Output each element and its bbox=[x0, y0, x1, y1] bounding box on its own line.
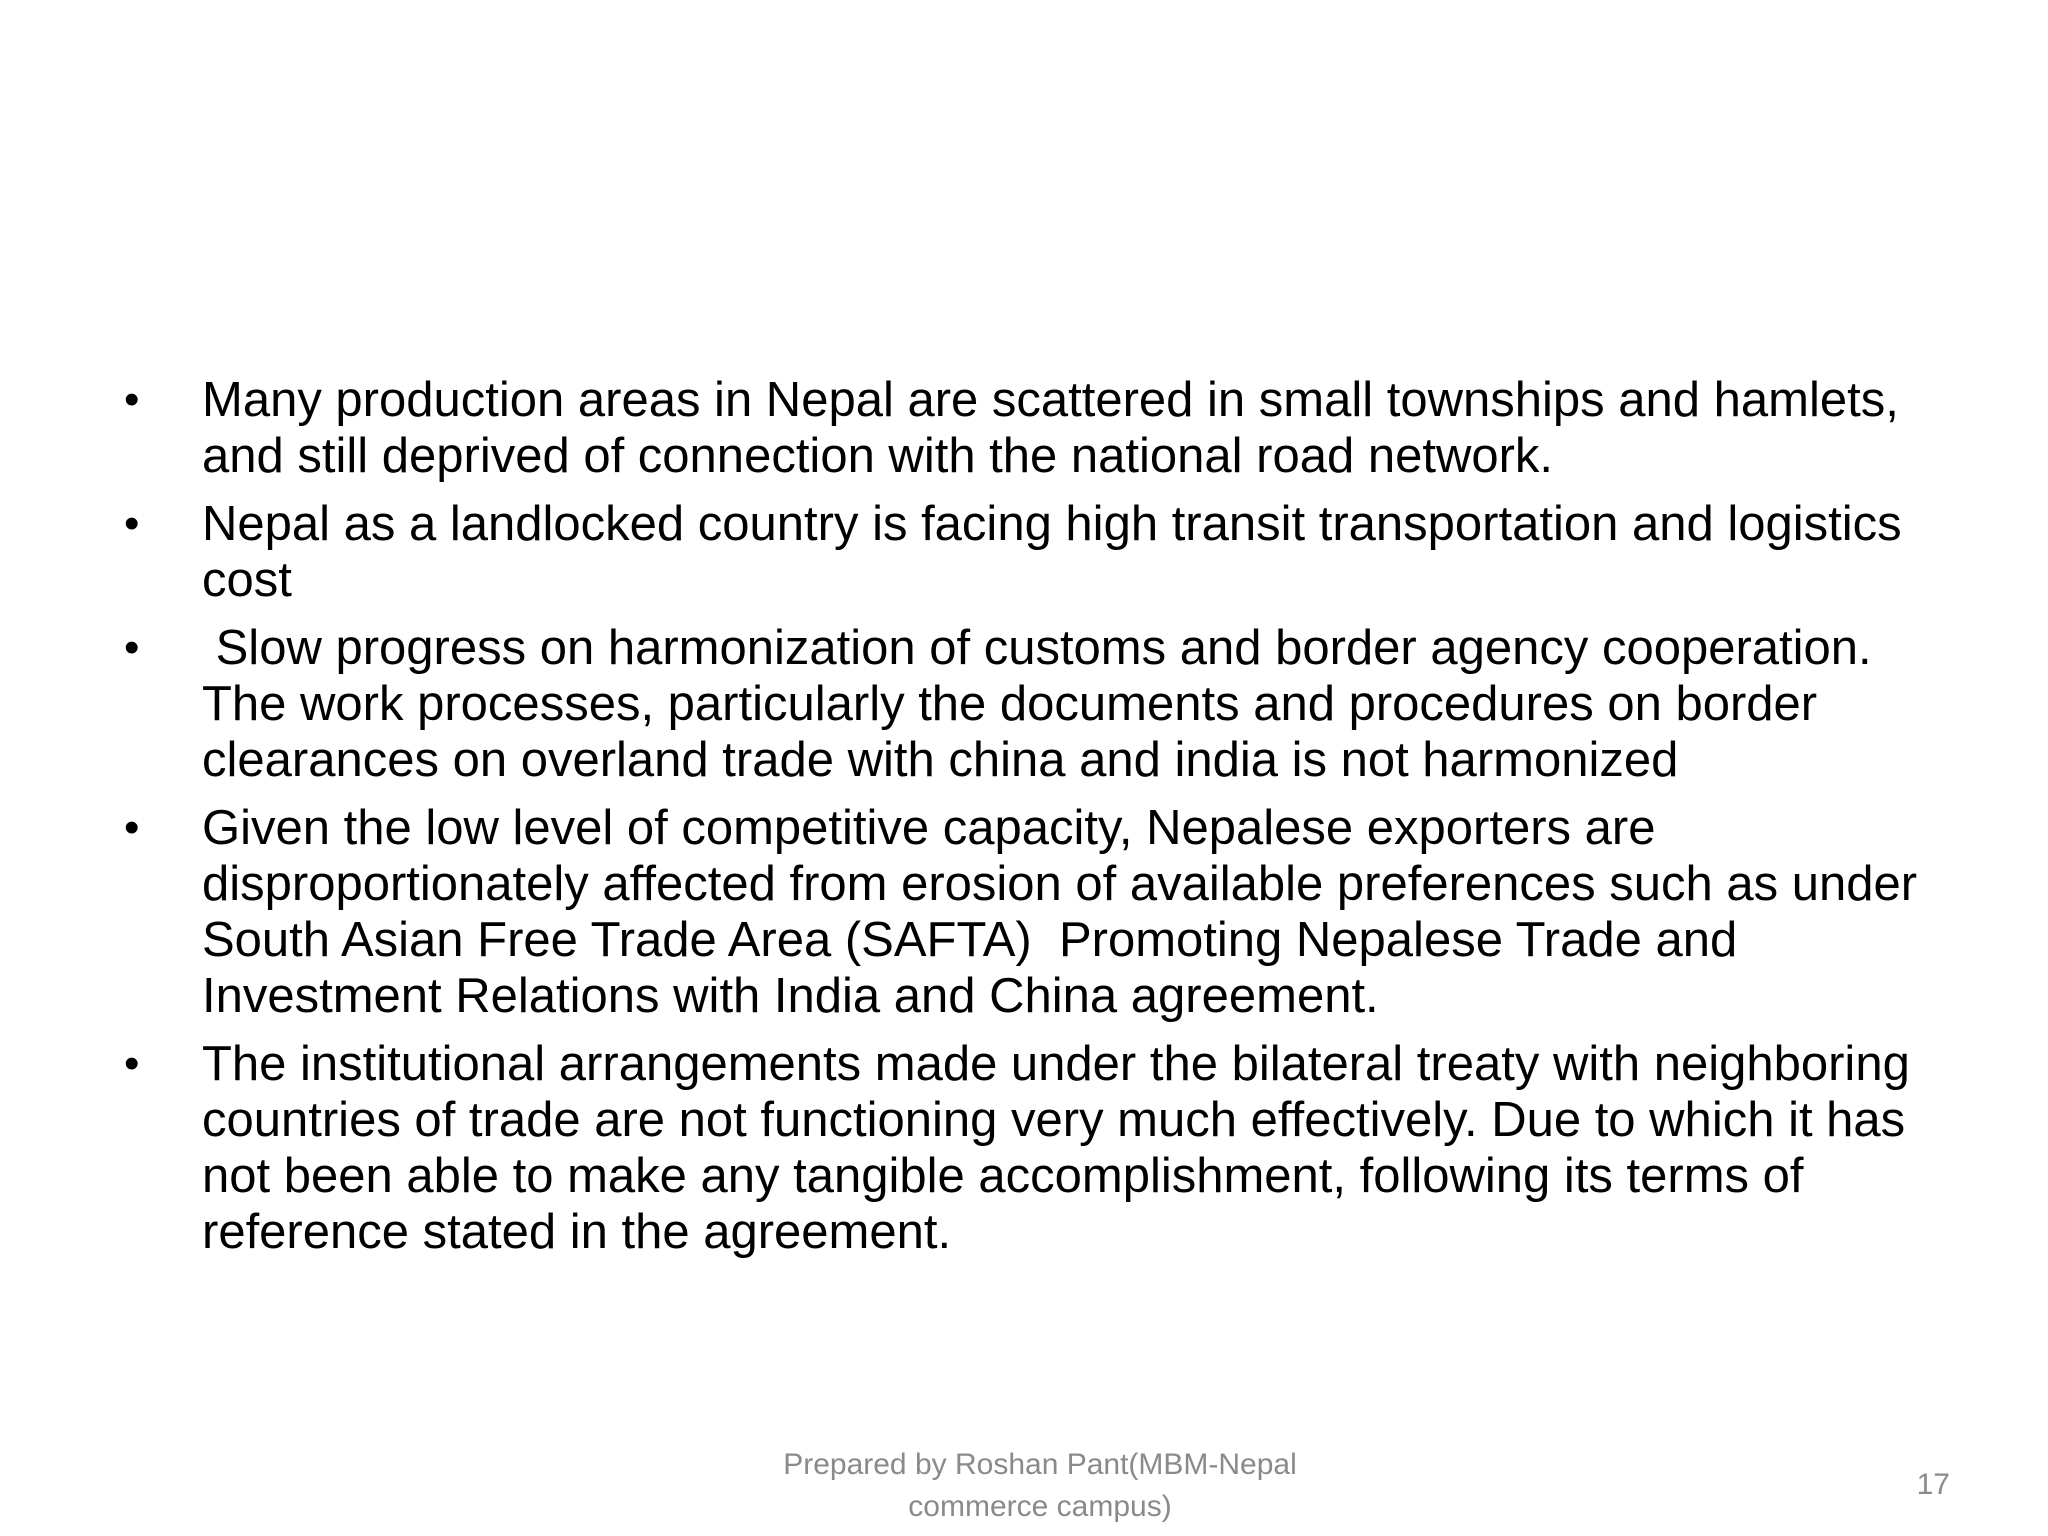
bullet-text: Slow progress on harmonization of customs and border agency cooperation. The work processes, particularly the documents and procedures on border clearances on overland trade with china and india is not harmonized bbox=[202, 621, 1885, 787]
bullet-dot-icon: • bbox=[124, 1039, 140, 1088]
bullet-dot-icon: • bbox=[124, 803, 140, 852]
slide-footer bbox=[730, 1444, 1350, 1528]
slide-content bbox=[118, 372, 1948, 1272]
bullet-text: Nepal as a landlocked country is facing high transit transportation and logistics cost bbox=[202, 497, 1916, 607]
bullet-item bbox=[118, 372, 1948, 484]
bullet-dot-icon: • bbox=[124, 623, 140, 672]
bullet-item bbox=[118, 800, 1948, 1024]
bullet-dot-icon: • bbox=[124, 499, 140, 548]
bullet-text: The institutional arrangements made under the bilateral treaty with neighboring countries of trade are not functioning very much effectively. Due to which it has not been able to make any tangible accomplishment, following its terms of reference stated in the agreement. bbox=[202, 1037, 1924, 1259]
footer-line-2: commerce campus) bbox=[908, 1490, 1172, 1523]
bullet-text: Many production areas in Nepal are scattered in small townships and hamlets, and still deprived of connection with the national road network. bbox=[202, 373, 1913, 483]
bullet-item bbox=[118, 496, 1948, 608]
page-number: 17 bbox=[1916, 1468, 1950, 1501]
bullet-item bbox=[118, 1036, 1948, 1260]
bullet-list bbox=[118, 372, 1948, 1260]
bullet-text: Given the low level of competitive capacity, Nepalese exporters are disproportionately affected from erosion of available preferences such as under South Asian Free Trade Area (SAFTA) Promoting Nepalese Trade and Investment Relations with India and China agreement. bbox=[202, 801, 1931, 1023]
bullet-item bbox=[118, 620, 1948, 788]
bullet-dot-icon: • bbox=[124, 375, 140, 424]
footer-line-1: Prepared by Roshan Pant(MBM-Nepal bbox=[783, 1448, 1297, 1481]
